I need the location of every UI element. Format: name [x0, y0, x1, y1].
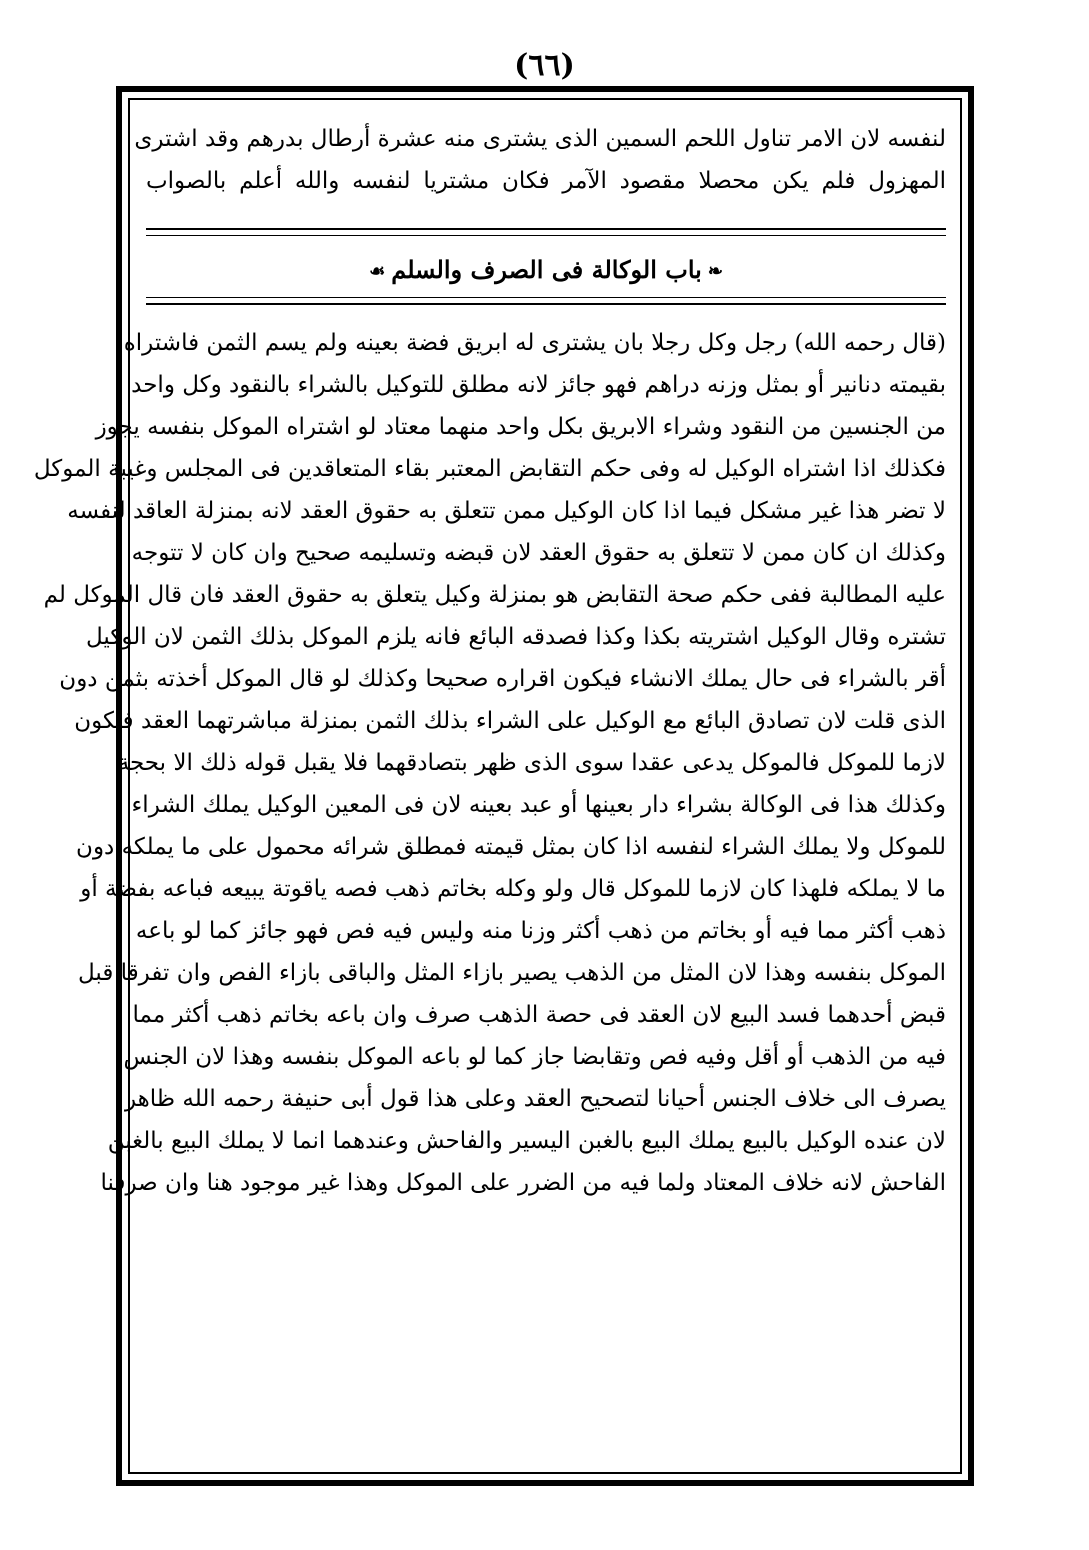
text-line: وكذلك ان كان ممن لا تتعلق به حقوق العقد لان قبضه وتسليمه صحيح وان كان لا تتوجه — [131, 540, 946, 566]
text-line: لنفسه لان الامر تناول اللحم السمين الذى يشترى منه عشرة أرطال بدرهم وقد اشترى — [134, 126, 946, 152]
text-line: قبض أحدهما فسد البيع لان العقد فى حصة الذهب صرف وان باعه بخاتم ذهب أكثر مما — [132, 1002, 946, 1028]
text-line: فيه من الذهب أو أقل وفيه فص وتقابضا جاز كما لو باعه الموكل بنفسه وهذا لان الجنس — [123, 1044, 946, 1070]
body-text — [33, 322, 946, 1204]
text-line: للموكل ولا يملك الشراء لنفسه اذا كان بمثل قيمته فمطلق شرائه محمول على ما يملكه دون — [76, 834, 946, 860]
text-line: تشتره وقال الوكيل اشتريته بكذا وكذا فصدقه البائع فانه يلزم الموكل بذلك الثمن لان الوكيل — [86, 624, 946, 650]
divider-rule — [146, 297, 946, 298]
text-line: فكذلك اذا اشتراه الوكيل له وفى حكم التقابض المعتبر بقاء المتعاقدين فى المجلس وغيبة الموكل — [33, 456, 946, 482]
text-line: وكذلك هذا فى الوكالة بشراء دار بعينها أو عبد بعينه لان فى المعين الوكيل يملك الشراء — [131, 792, 946, 818]
text-line: الذى قلت لان تصادق البائع مع الوكيل على الشراء بذلك الثمن بمنزلة مباشرتهما العقد فيكون — [74, 708, 946, 734]
text-line: لا تضر هذا غير مشكل فيما اذا كان الوكيل ممن تتعلق به حقوق العقد لانه بمنزلة العاقد لنفسه — [67, 498, 946, 524]
divider-rule — [146, 303, 946, 305]
text-line: من الجنسين من النقود وشراء الابريق بكل واحد منهما معتاد لو اشتراه الموكل بنفسه يجوز — [95, 414, 946, 440]
divider-rule — [146, 228, 946, 230]
continued-text — [134, 118, 946, 202]
chapter-heading — [146, 248, 946, 292]
text-line: عليه المطالبة ففى حكم صحة التقابض هو بمنزلة وكيل يتعلق به حقوق العقد فان قال الموكل لم — [43, 582, 946, 608]
text-line: الموكل بنفسه وهذا لان المثل من الذهب يصير بازاء المثل والباقى بازاء الفص وان تفرقا قبل — [78, 960, 946, 986]
text-line: ما لا يملكه فلهذا كان لازما للموكل قال ولو وكله بخاتم ذهب فصه ياقوتة يبيعه فباعه بفضة أو — [80, 876, 946, 902]
ornament-icon: ❧ — [707, 260, 723, 282]
chapter-heading-text: باب الوكالة فى الصرف والسلم — [391, 255, 702, 284]
text-line: الفاحش لانه خلاف المعتاد ولما فيه من الضرر على الموكل وهذا غير موجود هنا وان صرفنا — [100, 1170, 946, 1196]
text-line: المهزول فلم يكن محصلا مقصود الآمر فكان مشتريا لنفسه والله أعلم بالصواب — [146, 168, 946, 194]
ornament-icon: ☙ — [369, 260, 386, 282]
text-line: (قال رحمه الله) رجل وكل رجلا بان يشترى له ابريق فضة بعينه ولم يسم الثمن فاشتراه — [123, 330, 946, 356]
page-number: (٦٦) — [514, 48, 575, 83]
divider-rule — [146, 235, 946, 236]
text-line: لازما للموكل فالموكل يدعى عقدا سوى الذى ظهر بتصادقهما فلا يقبل قوله ذلك الا بحجة — [117, 750, 946, 776]
text-line: يصرف الى خلاف الجنس أحيانا لتصحيح العقد وعلى هذا قول أبى حنيفة رحمه الله ظاهر — [124, 1086, 946, 1112]
text-line: بقيمته دنانير أو بمثل وزنه دراهم فهو جائز لانه مطلق للتوكيل بالشراء بالنقود وكل واحد — [131, 372, 946, 398]
text-line: أقر بالشراء فى حال يملك الانشاء فيكون اقراره صحيحا وكذلك لو قال الموكل أخذته بثمن دون — [59, 666, 946, 692]
text-line: لان عنده الوكيل بالبيع يملك البيع بالغبن اليسير والفاحش وعندهما انما لا يملك البيع بالغبن — [107, 1128, 946, 1154]
text-line: ذهب أكثر مما فيه أو بخاتم من ذهب أكثر وزنا منه وليس فيه فص فهو جائز كما لو باعه — [135, 918, 946, 944]
